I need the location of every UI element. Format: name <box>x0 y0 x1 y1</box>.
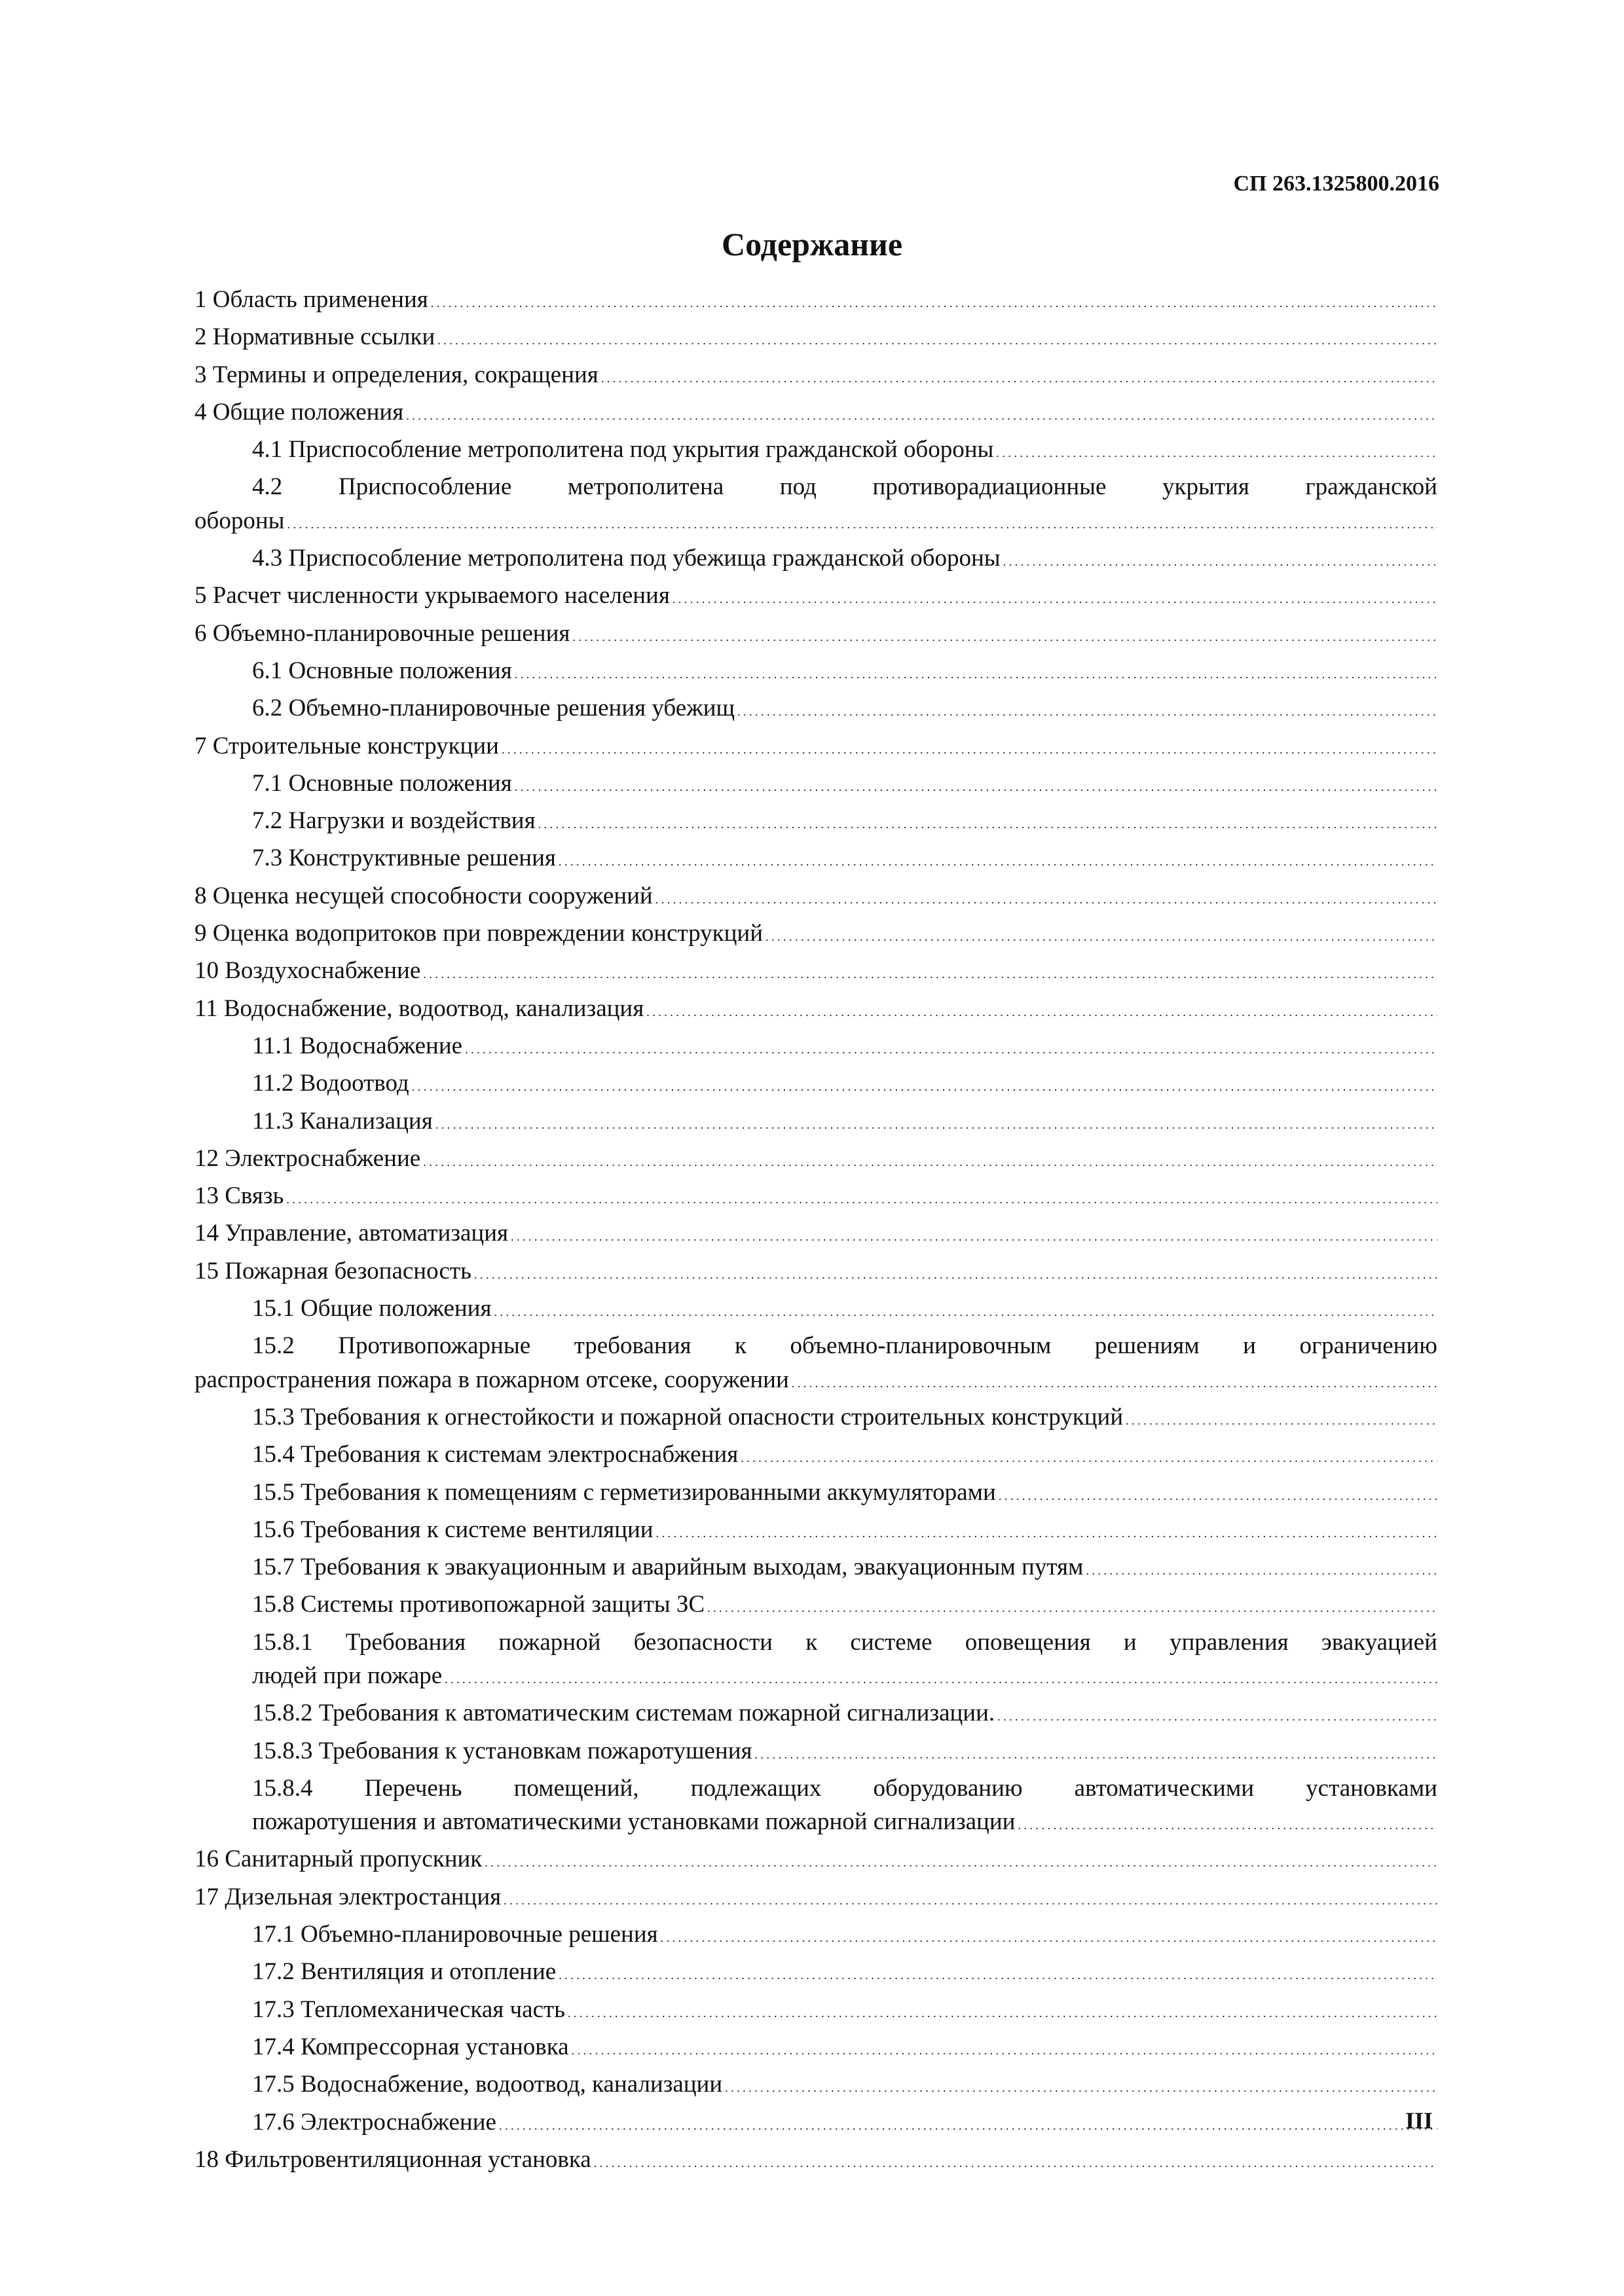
dot-leader <box>1003 541 1437 579</box>
dot-leader <box>504 1880 1437 1918</box>
dot-leader <box>437 320 1437 357</box>
toc-entry-word: 4.2 <box>252 473 283 501</box>
toc-entry[interactable] <box>194 1772 1437 1843</box>
dot-leader <box>766 917 1437 954</box>
toc-entry[interactable] <box>194 1842 1437 1880</box>
toc-entry-word: и <box>1243 1332 1256 1360</box>
toc-entry-text: 7 Строительные конструкции <box>194 732 499 759</box>
dot-leader <box>792 1363 1437 1400</box>
toc-entry-text: 6.1 Основные положения <box>252 657 512 684</box>
toc-entry[interactable] <box>194 1550 1437 1588</box>
toc-entry[interactable] <box>194 1918 1437 1955</box>
toc-entry-text: 3 Термины и определения, сокращения <box>194 361 599 388</box>
dot-leader <box>494 1292 1437 1329</box>
toc-entry[interactable] <box>194 1513 1437 1550</box>
dot-leader <box>538 804 1437 841</box>
toc-entry-text: 15.4 Требования к системам электроснабжения <box>252 1441 739 1468</box>
toc-entry-text: 17.5 Водоснабжение, водоотвод, канализации <box>252 2071 723 2098</box>
toc-entry[interactable] <box>194 1993 1437 2030</box>
toc-entry-text <box>194 470 1437 503</box>
toc-entry[interactable] <box>194 917 1437 954</box>
toc-entry[interactable] <box>194 1626 1437 1697</box>
toc-entry-text-continued: людей при пожаре <box>252 1662 443 1689</box>
toc-entry-word: и <box>1123 1628 1137 1656</box>
toc-entry[interactable] <box>194 320 1437 357</box>
dot-leader <box>601 358 1437 395</box>
toc-entry-text-continued: пожаротушения и автоматическими установками пожарной сигнализации <box>252 1808 1016 1836</box>
dot-leader <box>999 1476 1437 1513</box>
toc-entry-text: 17.1 Объемно-планировочные решения <box>252 1921 658 1948</box>
dot-leader <box>655 879 1437 917</box>
toc-entry-text: 11.3 Канализация <box>252 1107 433 1135</box>
dot-leader <box>502 729 1437 767</box>
toc-entry-text: 17.4 Компрессорная установка <box>252 2033 569 2060</box>
toc-entry[interactable] <box>194 1179 1437 1216</box>
dot-leader <box>515 767 1437 804</box>
toc-entry[interactable] <box>194 691 1437 729</box>
dot-leader <box>465 1029 1437 1066</box>
toc-entry-text: 7.1 Основные положения <box>252 769 512 797</box>
toc-entry-word: ограничению <box>1299 1332 1437 1360</box>
toc-entry-word: к <box>735 1332 747 1360</box>
toc-entry-word: управления <box>1169 1628 1289 1656</box>
dot-leader <box>286 1179 1437 1216</box>
dot-leader <box>594 2143 1437 2180</box>
toc-entry[interactable] <box>194 1400 1437 1438</box>
dot-leader <box>423 954 1437 991</box>
toc-entry-text <box>194 1626 1437 1659</box>
toc-entry[interactable] <box>194 729 1437 767</box>
toc-entry[interactable] <box>194 1292 1437 1329</box>
toc-entry[interactable] <box>194 1438 1437 1475</box>
toc-entry-text: 17 Дизельная электростанция <box>194 1883 502 1910</box>
dot-leader <box>1126 1400 1437 1438</box>
toc-entry-text: 15.6 Требования к системе вентиляции <box>252 1516 654 1543</box>
toc-entry-word: к <box>805 1628 818 1656</box>
toc-entry-text: 11.2 Водоотвод <box>252 1070 409 1097</box>
toc-entry-word: укрытия <box>1162 473 1249 501</box>
toc-entry[interactable] <box>194 2105 1437 2143</box>
toc-entry-word: решениям <box>1094 1332 1200 1360</box>
toc-entry-text: 15 Пожарная безопасность <box>194 1257 471 1285</box>
dot-leader <box>1018 1805 1437 1842</box>
toc-entry-text <box>194 1772 1437 1805</box>
toc-entry-word: автоматическими <box>1074 1774 1255 1802</box>
toc-entry-word: установками <box>1306 1774 1437 1802</box>
toc-entry-text: 2 Нормативные ссылки <box>194 323 435 351</box>
dot-leader <box>445 1659 1437 1696</box>
toc-entry[interactable] <box>194 841 1437 879</box>
toc-entry-text: 16 Санитарный пропускник <box>194 1846 483 1873</box>
toc-entry[interactable] <box>194 617 1437 654</box>
toc-entry-word: под <box>779 473 817 501</box>
toc-entry-text: 13 Связь <box>194 1182 284 1210</box>
toc-entry-text-continued: распространения пожара в пожарном отсеке, сооружении <box>194 1366 789 1393</box>
toc-entry-text: 1 Область применения <box>194 286 428 313</box>
dot-leader <box>741 1438 1437 1475</box>
dot-leader <box>406 395 1437 433</box>
toc-entry[interactable] <box>194 470 1437 541</box>
toc-entry-text: 14 Управление, автоматизация <box>194 1220 509 1247</box>
dot-leader <box>515 654 1437 691</box>
dot-leader <box>725 2068 1437 2105</box>
toc-entry-word: эвакуацией <box>1321 1628 1437 1656</box>
toc-entry[interactable] <box>194 1066 1437 1104</box>
toc-entry-text: 15.8.2 Требования к автоматическим системам пожарной сигнализации. <box>252 1700 995 1727</box>
toc-entry[interactable] <box>194 2068 1437 2105</box>
dot-leader <box>412 1066 1437 1104</box>
toc-entry-text: 4.3 Приспособление метрополитена под убежища гражданской обороны <box>252 545 1001 572</box>
toc-entry[interactable] <box>194 1104 1437 1142</box>
toc-entry-text: 15.8.3 Требования к установкам пожаротушения <box>252 1737 752 1764</box>
toc-entry-text: 15.8 Системы противопожарной защиты ЗС <box>252 1591 705 1618</box>
toc-entry[interactable] <box>194 2143 1437 2180</box>
toc-entry-word: оповещения <box>965 1628 1091 1656</box>
page-title: Содержание <box>721 226 903 263</box>
toc-entry[interactable] <box>194 767 1437 804</box>
toc-entry-text: 6.2 Объемно-планировочные решения убежищ <box>252 695 735 722</box>
toc-entry-text: 17.3 Тепломеханическая часть <box>252 1995 566 2023</box>
toc-entry[interactable] <box>194 1142 1437 1179</box>
toc-entry-word: гражданской <box>1305 473 1437 501</box>
toc-entry-text: 4.1 Приспособление метрополитена под укрытия гражданской обороны <box>252 436 994 464</box>
toc-entry-word: 15.8.1 <box>252 1628 313 1656</box>
toc-entry-text: 6 Объемно-планировочные решения <box>194 619 570 647</box>
toc-entry[interactable] <box>194 1216 1437 1254</box>
toc-entry[interactable] <box>194 395 1437 433</box>
toc-entry-word: подлежащих <box>690 1774 822 1802</box>
toc-entry-word: безопасности <box>633 1628 773 1656</box>
toc-entry-text-continued: обороны <box>194 507 285 534</box>
dot-leader <box>572 2030 1437 2068</box>
toc-entry-text: 4 Общие положения <box>194 398 404 426</box>
toc-entry[interactable] <box>194 1329 1437 1400</box>
toc-entry-word: 15.2 <box>252 1332 295 1360</box>
toc-entry-text: 11.1 Водоснабжение <box>252 1032 463 1059</box>
toc-entry-text: 9 Оценка водопритоков при повреждении конструкций <box>194 920 764 947</box>
toc-entry[interactable] <box>194 1029 1437 1066</box>
toc-entry-text: 17.2 Вентиляция и отопление <box>252 1958 557 1986</box>
dot-leader <box>1086 1550 1437 1588</box>
toc-entry-text: 15.7 Требования к эвакуационным и аварийным выходам, эвакуационным путям <box>252 1554 1084 1581</box>
toc-entry-text: 7.2 Нагрузки и воздействия <box>252 807 536 835</box>
toc-entry-word: Приспособление <box>338 473 512 501</box>
dot-leader <box>435 1104 1437 1142</box>
toc-entry[interactable] <box>194 358 1437 395</box>
toc-entry-word: противорадиационные <box>872 473 1107 501</box>
toc-entry[interactable] <box>194 1955 1437 1992</box>
toc-entry-word: помещений, <box>513 1774 639 1802</box>
toc-entry[interactable] <box>194 433 1437 470</box>
toc-entry[interactable] <box>194 579 1437 616</box>
toc-entry-word: Требования <box>345 1628 466 1656</box>
toc-entry-text: 11 Водоснабжение, водоотвод, канализация <box>194 994 644 1022</box>
dot-leader <box>755 1734 1437 1772</box>
toc-entry-text: 15.5 Требования к помещениям с герметизированными аккумуляторами <box>252 1478 996 1506</box>
toc-entry-text: 5 Расчет численности укрываемого населения <box>194 582 670 610</box>
dot-leader <box>499 2105 1437 2143</box>
toc-entry-word: 15.8.4 <box>252 1774 313 1802</box>
document-code: СП 263.1325800.2016 <box>1233 172 1439 196</box>
toc-entry[interactable] <box>194 1880 1437 1918</box>
toc-entry-text: 15.3 Требования к огнестойкости и пожарной опасности строительных конструкций <box>252 1403 1124 1430</box>
toc-entry[interactable] <box>194 541 1437 579</box>
dot-leader <box>423 1142 1437 1179</box>
dot-leader <box>997 1696 1437 1734</box>
toc-entry-text: 18 Фильтровентиляционная установка <box>194 2145 591 2173</box>
toc-entry-word: требования <box>574 1332 692 1360</box>
dot-leader <box>707 1588 1437 1625</box>
toc-entry-text: 8 Оценка несущей способности сооружений <box>194 882 653 909</box>
table-of-contents <box>194 283 1437 2180</box>
dot-leader <box>661 1918 1437 1955</box>
toc-entry-word: системе <box>850 1628 932 1656</box>
dot-leader <box>474 1254 1437 1292</box>
toc-entry[interactable] <box>194 1254 1437 1292</box>
dot-leader <box>737 691 1437 729</box>
toc-entry[interactable] <box>194 2030 1437 2068</box>
dot-leader <box>287 504 1438 541</box>
toc-entry-text: 10 Воздухоснабжение <box>194 957 421 985</box>
dot-leader <box>485 1842 1437 1880</box>
toc-entry-text: 12 Электроснабжение <box>194 1144 421 1172</box>
toc-entry[interactable] <box>194 1734 1437 1772</box>
dot-leader <box>568 1993 1437 2030</box>
toc-entry[interactable] <box>194 992 1437 1029</box>
dot-leader <box>431 283 1437 320</box>
toc-entry-word: оборудованию <box>873 1774 1023 1802</box>
toc-entry[interactable] <box>194 1588 1437 1625</box>
toc-entry[interactable] <box>194 804 1437 841</box>
toc-entry-text: 17.6 Электроснабжение <box>252 2108 496 2136</box>
toc-entry[interactable] <box>194 1696 1437 1734</box>
toc-entry-word: Перечень <box>364 1774 462 1802</box>
toc-entry-text: 15.1 Общие положения <box>252 1295 492 1322</box>
toc-entry[interactable] <box>194 879 1437 917</box>
dot-leader <box>572 617 1437 654</box>
toc-entry-text <box>194 1329 1437 1362</box>
dot-leader <box>559 841 1437 879</box>
toc-entry-text: 7.3 Конструктивные решения <box>252 845 556 872</box>
toc-entry-word: Противопожарные <box>338 1332 531 1360</box>
dot-leader <box>511 1216 1437 1254</box>
dot-leader <box>996 433 1437 470</box>
dot-leader <box>646 992 1437 1029</box>
toc-entry[interactable] <box>194 654 1437 691</box>
toc-entry-word: метрополитена <box>567 473 724 501</box>
page-number: III <box>1405 2107 1433 2134</box>
dot-leader <box>673 579 1437 616</box>
toc-entry-word: пожарной <box>498 1628 601 1656</box>
dot-leader <box>559 1955 1437 1992</box>
toc-entry-word: объемно-планировочным <box>790 1332 1052 1360</box>
toc-entry[interactable] <box>194 1476 1437 1513</box>
toc-entry[interactable] <box>194 954 1437 991</box>
dot-leader <box>656 1513 1437 1550</box>
toc-entry[interactable] <box>194 283 1437 320</box>
